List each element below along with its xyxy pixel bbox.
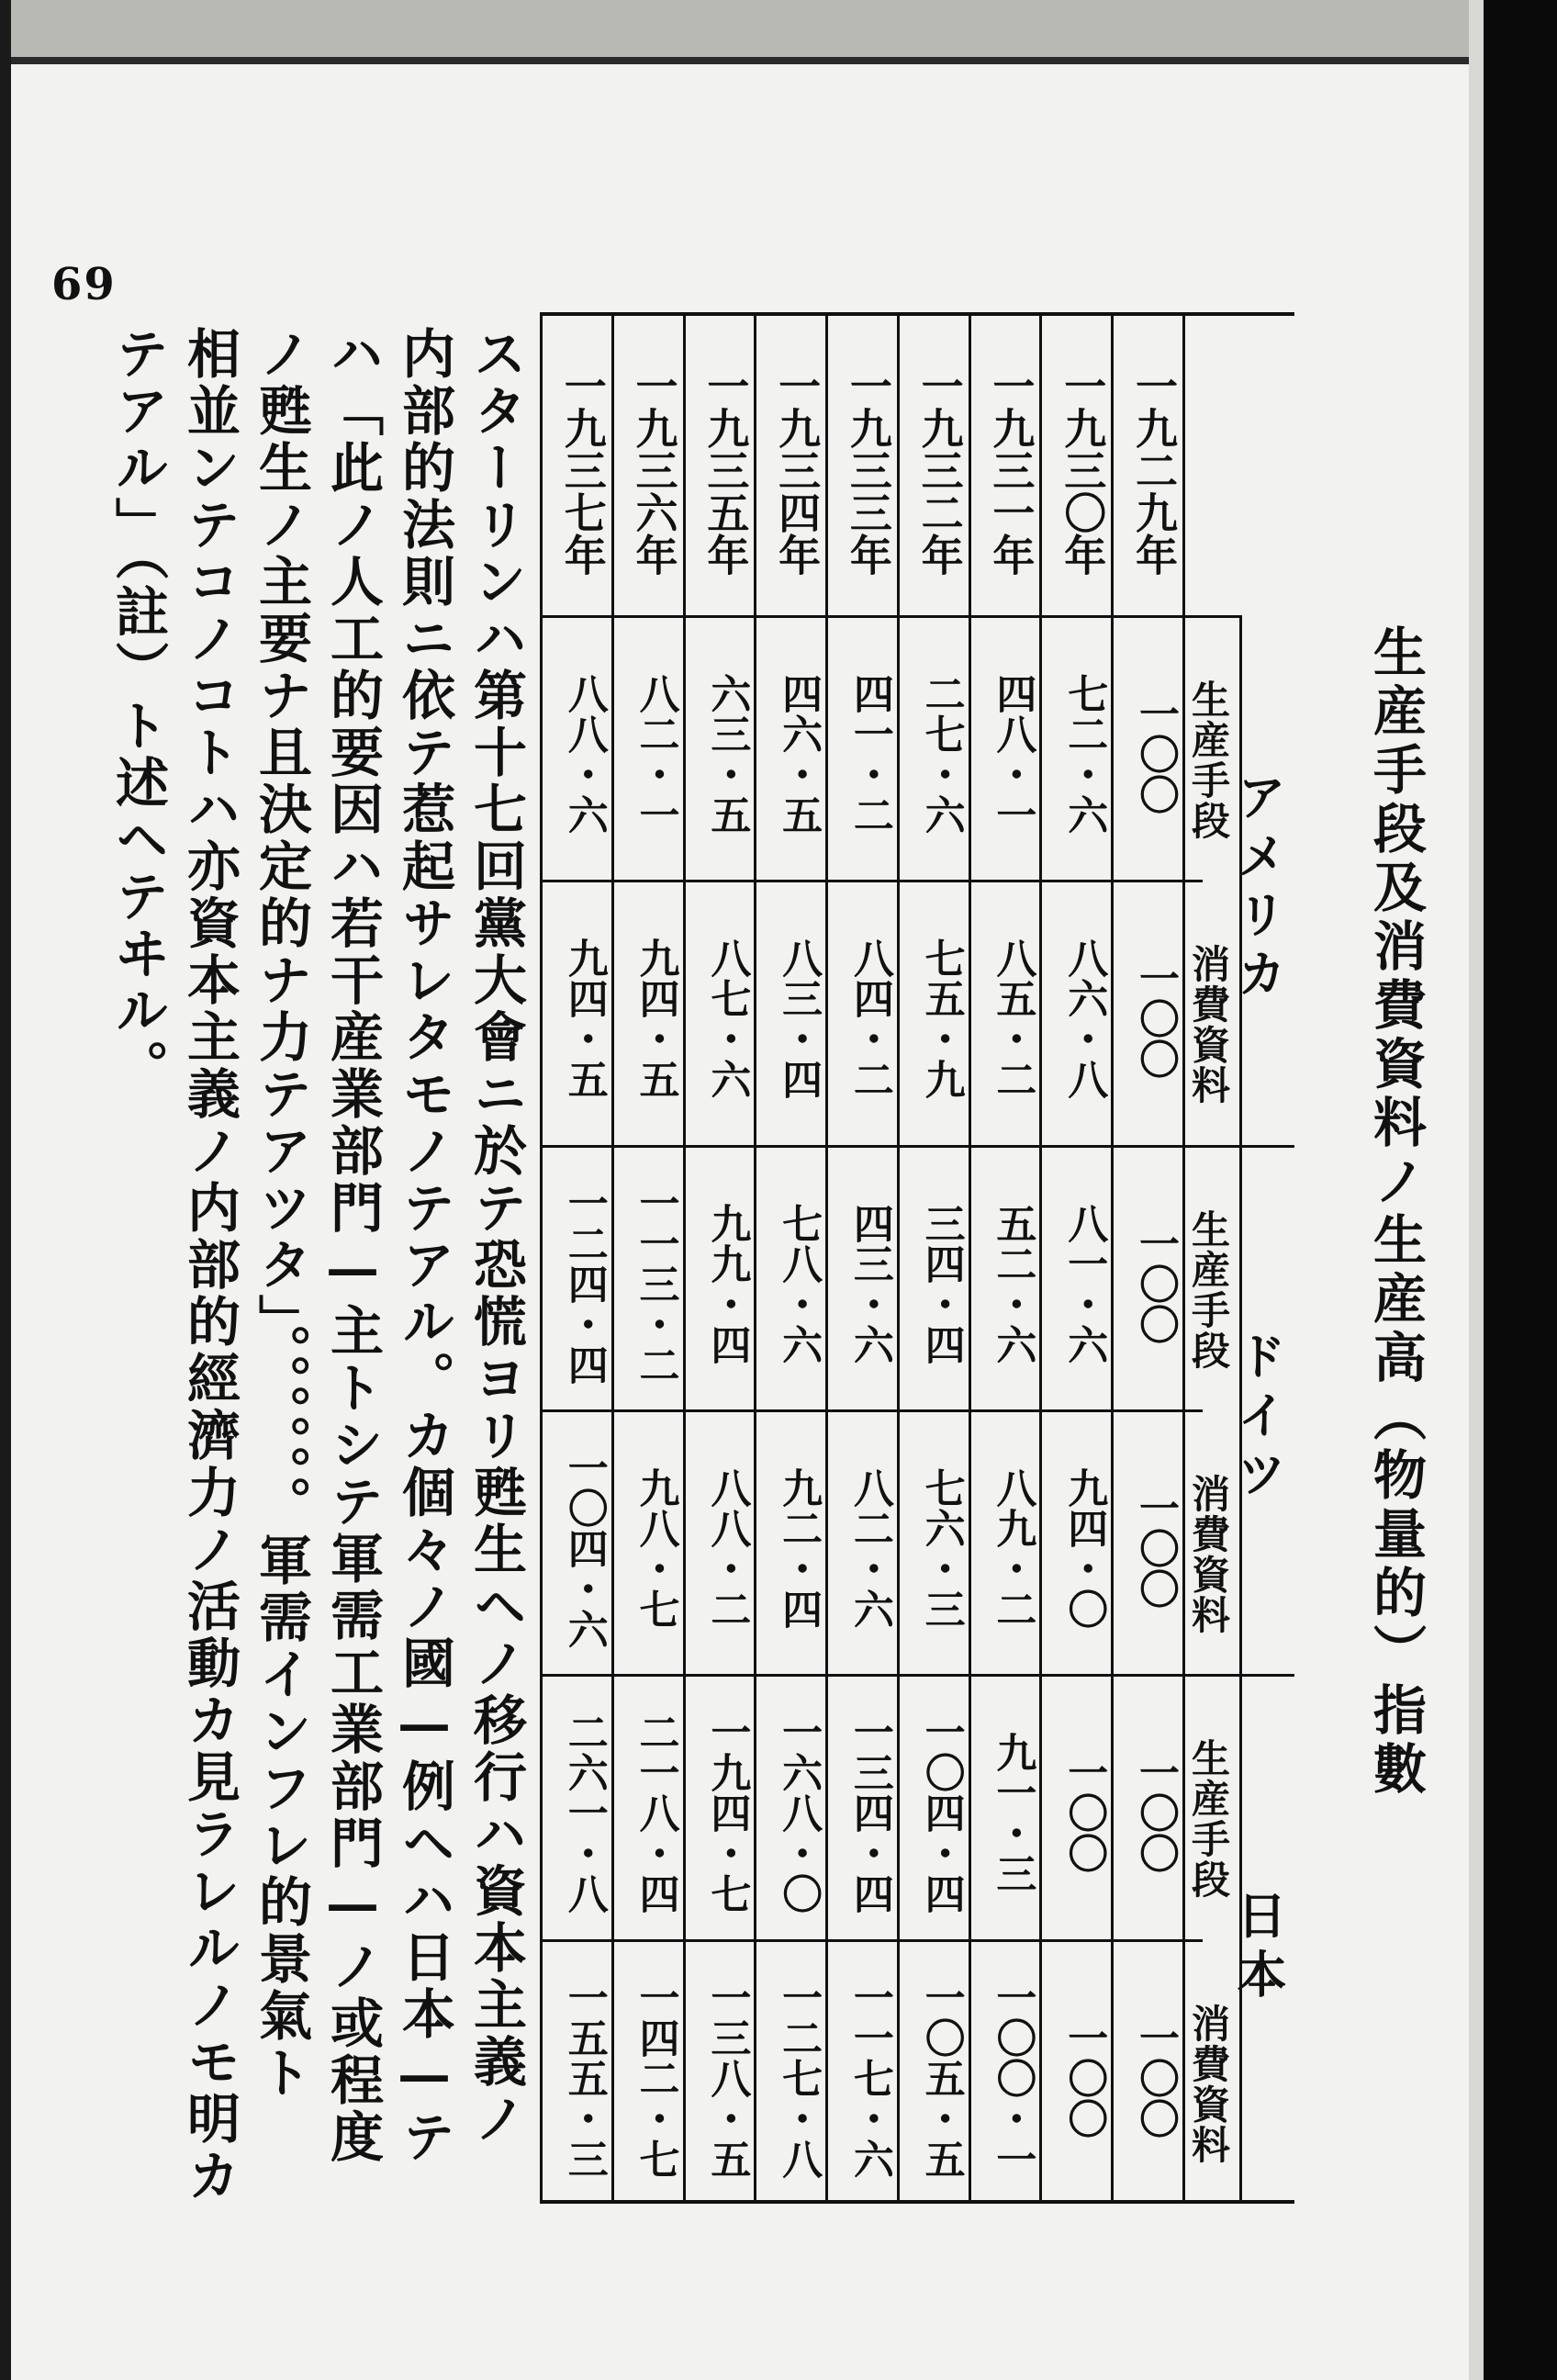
table-cell: 一〇〇 <box>1131 1752 1179 1874</box>
table-cell: 八九・二 <box>989 1467 1036 1630</box>
table-cell: 一〇〇 <box>1131 693 1179 815</box>
body-line-3: ハ「此ノ人工的要因ハ若干産業部門—主トシテ軍需工業部門—ノ或程度 <box>321 326 384 2166</box>
table-cell: 九四・五 <box>632 937 679 1100</box>
table-cell: 七八・六 <box>775 1202 823 1364</box>
table-cell: 四六・五 <box>775 673 823 836</box>
table-cell: 四三・六 <box>846 1202 893 1364</box>
table-cell: 一一三・二 <box>632 1182 679 1385</box>
body-line-2: 内部的法則ニ依テ惹起サレタモノテアル。カ個々ノ國—例ヘハ日本—テ <box>393 326 455 2166</box>
table-cell: 七二・六 <box>1060 673 1108 836</box>
table-cell: 一〇四・六 <box>560 1447 608 1650</box>
subcolumn-header: 消費資料 <box>1186 944 1231 1106</box>
year-label: 一九三五年 <box>700 365 751 576</box>
table-cell: 七六・三 <box>917 1467 965 1630</box>
table-cell: 八四・二 <box>846 937 893 1100</box>
table-cell: 一一七・六 <box>846 1976 893 2179</box>
table-cell: 二六一・八 <box>560 1712 608 1914</box>
body-line-1: スターリンハ第十七回黨大會ニ於テ恐慌ヨリ甦生ヘノ移行ハ資本主義ノ <box>465 326 527 2148</box>
table-cell: 九八・七 <box>632 1467 679 1630</box>
subcolumn-header: 消費資料 <box>1186 1474 1231 1636</box>
table-cell: 五二・六 <box>989 1202 1036 1364</box>
table-cell: 八七・六 <box>703 937 751 1100</box>
table-cell: 八二・六 <box>846 1467 893 1630</box>
table-cell: 一〇〇・一 <box>989 1976 1036 2179</box>
subcolumn-header: 消費資料 <box>1186 2003 1231 2165</box>
scan-right-edge <box>1484 0 1557 2380</box>
scan-left-edge <box>0 0 11 2380</box>
page-number: 69 <box>51 259 117 310</box>
table-cell: 二一八・四 <box>632 1712 679 1914</box>
table-cell: 八五・二 <box>989 937 1036 1100</box>
country-header: アメリカ <box>1229 771 1288 1007</box>
table-cell: 一〇五・五 <box>917 1976 965 2179</box>
country-rule <box>542 1145 1294 1148</box>
table-top-rule <box>542 312 1294 316</box>
year-label: 一九三二年 <box>914 365 965 576</box>
table-cell: 八八・二 <box>703 1467 751 1630</box>
body-line-4: ノ甦生ノ主要ナ且決定的ナ力テアツタ」。。。。。。軍需インフレ的景氣ト <box>250 326 312 2102</box>
table-cell: 一四二・七 <box>632 1976 679 2179</box>
table-cell: 八六・八 <box>1060 937 1108 1100</box>
subcolumn-header: 生産手段 <box>1186 1738 1231 1901</box>
table-cell: 九二・四 <box>775 1467 823 1630</box>
country-header: 日本 <box>1229 1889 1288 2007</box>
year-label: 一九三七年 <box>557 365 608 576</box>
country-rule <box>542 1674 1294 1677</box>
subcolumn-rule <box>542 880 1203 882</box>
table-cell: 一〇〇 <box>1131 1222 1179 1344</box>
table-cell: 一〇〇 <box>1060 2016 1108 2139</box>
subcolumn-header: 生産手段 <box>1186 1208 1231 1371</box>
table-cell: 六三・五 <box>703 673 751 836</box>
year-label: 一九三〇年 <box>1058 365 1108 576</box>
table-cell: 八二・一 <box>632 673 679 836</box>
table-cell: 一三四・四 <box>846 1712 893 1914</box>
production-index-table <box>542 312 1294 2204</box>
table-cell: 八八・六 <box>560 673 608 836</box>
table-cell: 一〇〇 <box>1131 2016 1179 2139</box>
table-cell: 九一・三 <box>989 1732 1036 1894</box>
table-cell: 四八・一 <box>989 673 1036 836</box>
table-cell: 八一・六 <box>1060 1202 1108 1364</box>
subcolumn-header: 生産手段 <box>1186 679 1231 842</box>
table-cell: 四一・二 <box>846 673 893 836</box>
table-cell: 九四・五 <box>560 937 608 1100</box>
body-line-5: 相並ンテコノコトハ亦資本主義ノ内部的經濟力ノ活動カ見ラレルノモ明カ <box>178 326 241 2205</box>
table-cell: 一〇四・四 <box>917 1712 965 1914</box>
year-label: 一九三一年 <box>986 365 1036 576</box>
table-cell: 一五五・三 <box>560 1976 608 2179</box>
table-cell: 一〇〇 <box>1131 958 1179 1080</box>
table-cell: 二七・六 <box>917 673 965 836</box>
table-cell: 一二七・八 <box>775 1976 823 2179</box>
table-cell: 九四・〇 <box>1060 1467 1108 1630</box>
table-cell: 一三八・五 <box>703 1976 751 2179</box>
year-band-rule <box>542 615 1239 618</box>
table-cell: 一九四・七 <box>703 1712 751 1914</box>
table-cell: 八三・四 <box>775 937 823 1100</box>
year-label: 一九二九年 <box>1128 365 1179 576</box>
table-cell: 七五・九 <box>917 937 965 1100</box>
table-cell: 九九・四 <box>703 1202 751 1364</box>
year-label: 一九三三年 <box>843 365 893 576</box>
page-heading: 生産手段及消費資料ノ生産高（物量的）指數 <box>1364 624 1427 1800</box>
table-cell: 三四・四 <box>917 1202 965 1364</box>
table-cell: 一六八・〇 <box>775 1712 823 1914</box>
country-header: ドイツ <box>1229 1330 1288 1507</box>
table-cell: 一二四・四 <box>560 1182 608 1385</box>
subcolumn-rule <box>542 1409 1203 1412</box>
subcolumn-rule <box>542 1939 1203 1942</box>
table-cell: 一〇〇 <box>1060 1752 1108 1874</box>
year-label: 一九三四年 <box>772 365 823 576</box>
scan-top-edge <box>0 0 1487 64</box>
table-cell: 一〇〇 <box>1131 1488 1179 1610</box>
year-label: 一九三六年 <box>629 365 679 576</box>
body-line-6: テアル」（註）ト述ヘテヰル。 <box>106 326 169 1096</box>
